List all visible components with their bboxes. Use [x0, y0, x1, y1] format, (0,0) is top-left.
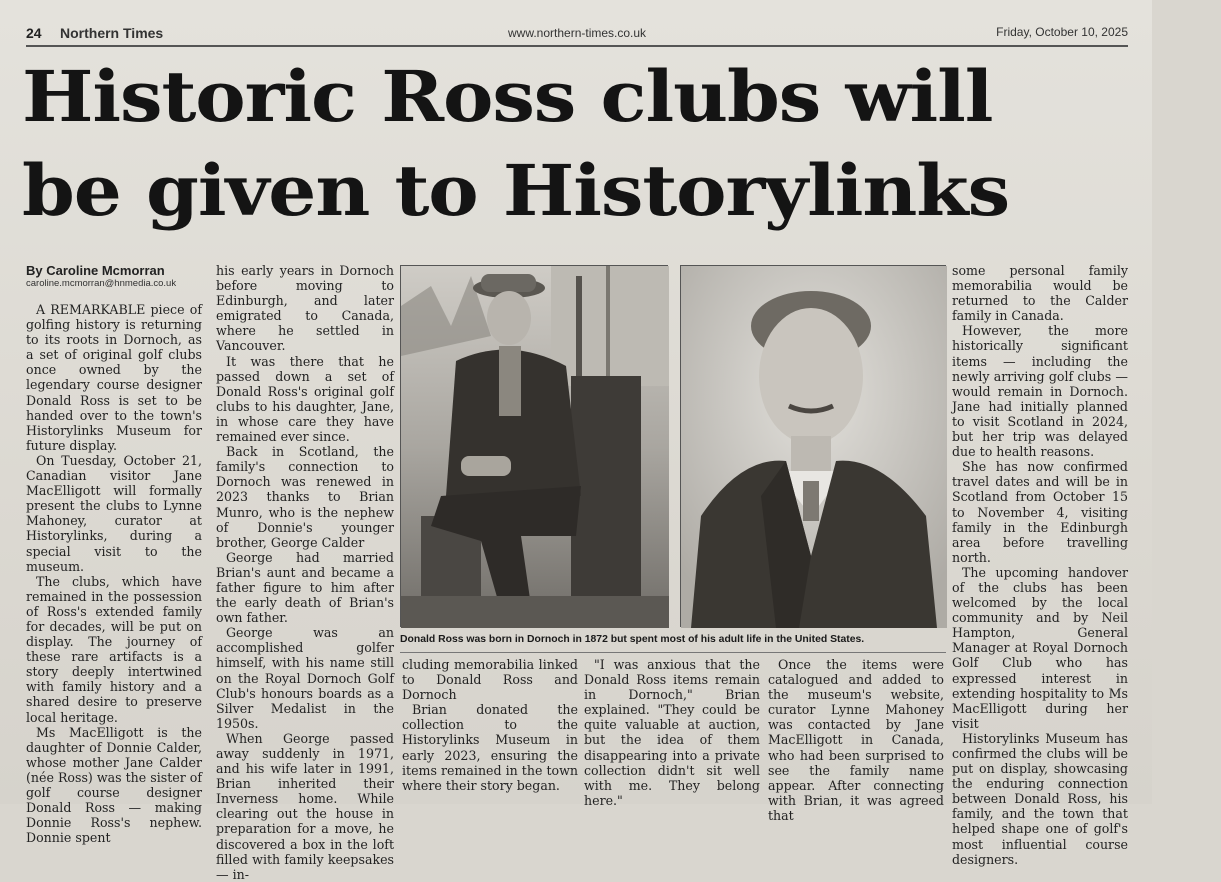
paragraph: When George passed away suddenly in 1971, and his wife later in 1991, Brian inherited their Inverness home. While clearing out the house in preparation for a move, he discovered a box in the loft filled with family keepsakes — in- — [216, 730, 394, 882]
headline — [22, 50, 1132, 238]
paragraph: cluding memorabilia linked to Donald Ross and Dornoch — [402, 657, 578, 703]
website-url: www.northern-times.co.uk — [508, 26, 647, 40]
paragraph: his early years in Dornoch before moving to Edinburgh, and later emigrated to Canada, where he settled in Vancouver. — [216, 263, 394, 354]
paragraph: Back in Scotland, the family's connection to Dornoch was renewed in 2023 thanks to Brian Munro, who is the nephew of Donnie's younger brother, George Calder — [216, 444, 394, 550]
paragraph: "I was anxious that the Donald Ross items remain in Dornoch," Brian explained. "They could be quite valuable at auction, but the idea of them disappearing into a private collection didn't sit well with me. They belong here." — [584, 657, 760, 808]
headline-line-2: be given to Historylinks — [22, 149, 1010, 232]
paragraph: George was an accomplished golfer himself, with his name still on the Royal Dornoch Golf Club's honours boards as a Silver Medalist in the 1950s. — [216, 625, 394, 731]
article-column-3 — [402, 657, 578, 793]
masthead — [26, 22, 1128, 44]
paragraph: Brian donated the collection to the Historylinks Museum in early 2023, ensuring the items remained in the town where their story began. — [402, 702, 578, 793]
paragraph: The upcoming handover of the clubs has been welcomed by the local community and by Neil Hampton, General Manager at Royal Dornoch Golf Club who has expressed interest in extending hospitality to Ms MacElligott during her visit — [952, 564, 1128, 731]
paragraph: However, the more historically significant items — including the newly arriving golf clubs — would remain in Dornoch. Jane had initially planned to visit Scotland in 2024, but her trip was delayed due to health reasons. — [952, 323, 1128, 460]
paragraph: On Tuesday, October 21, Canadian visitor Jane MacElligott will formally present the clubs to Lynne Mahoney, curator at Historylinks, during a special visit to the museum. — [26, 452, 202, 574]
paragraph: It was there that he passed down a set of Donald Ross's original golf clubs to his daughter, Jane, in whose care they have remained ever since. — [216, 353, 394, 445]
paragraph: Once the items were catalogued and added to the museum's website, curator Lynne Mahoney was contacted by Jane MacElligott in Canada, who had been surprised to see the family name appear. After connecting with Brian, it was agreed that — [768, 657, 944, 823]
byline-email: caroline.mcmorran@hnmedia.co.uk — [26, 278, 177, 289]
masthead-rule — [26, 45, 1128, 47]
paragraph: She has now confirmed travel dates and will be in Scotland from October 15 to November 4, visiting family in the Edinburgh area before travelling north. — [952, 459, 1128, 565]
issue-date: Friday, October 10, 2025 — [996, 25, 1128, 39]
article-column-2 — [216, 263, 394, 882]
paragraph: A REMARKABLE piece of golfing history is returning to its roots in Dornoch, as a set of original golf clubs once owned by the legendary course designer Donald Ross is set to be handed over to the town's Historylinks Museum for future display. — [26, 302, 202, 453]
photo-seated-man — [400, 265, 668, 627]
newspaper-name: Northern Times — [60, 25, 164, 41]
article-column-1 — [26, 263, 202, 845]
article-column-5 — [768, 657, 944, 823]
article-column-4 — [584, 657, 760, 808]
photo-portrait-donald-ross — [680, 265, 946, 627]
byline-author: By Caroline Mcmorran — [26, 263, 165, 278]
headline-line-1: Historic Ross clubs will — [22, 55, 993, 138]
article-column-6 — [952, 263, 1128, 867]
paragraph: George had married Brian's aunt and became a father figure to him after the early death of Brian's own father. — [216, 549, 394, 626]
paragraph: some personal family memorabilia would be returned to the Calder family in Canada. — [952, 263, 1128, 324]
caption-rule — [400, 652, 946, 653]
paragraph: The clubs, which have remained in the possession of Ross's extended family for decades, will be put on display. The journey of these rare artifacts is a story deeply intertwined with family history and a shared desire to preserve local heritage. — [26, 573, 202, 725]
paragraph: Ms MacElligott is the daughter of Donnie Calder, whose mother Jane Calder (née Ross) was the sister of golf course designer Donald Ross — making Donnie Ross's nephew. Donnie spent — [26, 724, 202, 846]
paragraph: Historylinks Museum has confirmed the clubs will be put on display, showcasing the enduring connection between Donald Ross, his family, and the town that helped shape one of golf's most influential course designers. — [952, 730, 1128, 867]
photo-caption: Donald Ross was born in Dornoch in 1872 but spent most of his adult life in the United States. — [400, 634, 865, 645]
page-number: 24 — [26, 25, 42, 41]
